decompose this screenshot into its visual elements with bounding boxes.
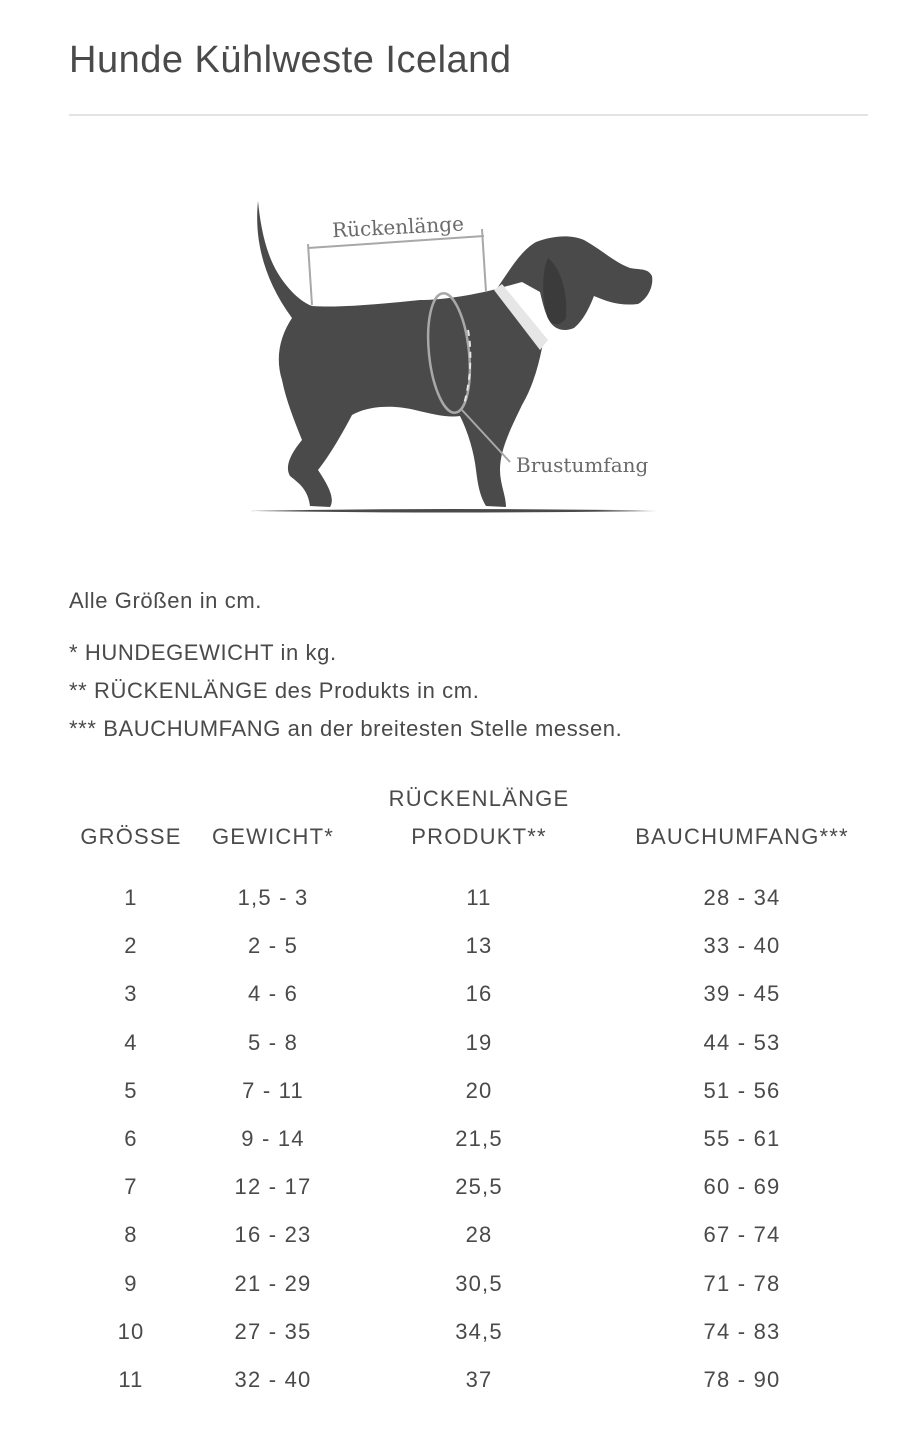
- cell-belly: 28 - 34: [703, 885, 781, 911]
- header-size: GRÖSSE: [80, 824, 182, 849]
- cell-belly: 60 - 69: [703, 1174, 781, 1200]
- dog-measurement-illustration: [240, 190, 670, 520]
- cell-weight: 5 - 8: [247, 1029, 299, 1055]
- cell-length: 13: [465, 933, 493, 959]
- size-notes: [69, 582, 622, 748]
- size-table: [60, 780, 870, 1404]
- cell-weight: 2 - 5: [247, 933, 299, 959]
- table-row: [60, 1260, 870, 1308]
- back-length-label: Rückenlänge: [331, 211, 465, 243]
- cell-belly: 55 - 61: [703, 1126, 781, 1152]
- table-row: [60, 1163, 870, 1211]
- ground-line: [250, 509, 657, 513]
- table-row: [60, 1115, 870, 1163]
- header-back-length-line1: RÜCKENLÄNGE: [388, 786, 570, 811]
- cell-size: 9: [124, 1270, 138, 1296]
- header-back-length-line2: PRODUKT**: [411, 824, 547, 849]
- cell-length: 28: [465, 1222, 493, 1248]
- length-note: ** RÜCKENLÄNGE des Produkts in cm.: [69, 678, 480, 703]
- cell-size: 7: [124, 1174, 138, 1200]
- cell-belly: 39 - 45: [703, 981, 781, 1007]
- table-row: [60, 874, 870, 922]
- cell-size: 1: [124, 885, 138, 911]
- cell-length: 30,5: [455, 1270, 503, 1296]
- cell-belly: 33 - 40: [703, 933, 781, 959]
- table-header-row: [60, 780, 870, 874]
- header-weight: GEWICHT*: [211, 824, 335, 849]
- cell-size: 3: [124, 981, 138, 1007]
- table-row: [60, 1211, 870, 1259]
- table-row: [60, 1067, 870, 1115]
- page-title: Hunde Kühlweste Iceland: [69, 39, 512, 81]
- header-back-length: [344, 780, 614, 874]
- cell-size: 2: [124, 933, 138, 959]
- cell-length: 16: [465, 981, 493, 1007]
- table-row: [60, 922, 870, 970]
- cell-belly: 44 - 53: [703, 1029, 781, 1055]
- cell-weight: 12 - 17: [234, 1174, 312, 1200]
- title-divider: [69, 114, 868, 116]
- table-row: [60, 1356, 870, 1404]
- table-row: [60, 970, 870, 1018]
- table-row: [60, 1019, 870, 1067]
- cell-length: 19: [465, 1029, 493, 1055]
- cell-weight: 1,5 - 3: [237, 885, 309, 911]
- cell-length: 25,5: [455, 1174, 503, 1200]
- header-belly: BAUCHUMFANG***: [635, 824, 849, 849]
- cell-weight: 9 - 14: [241, 1126, 305, 1152]
- table-row: [60, 1308, 870, 1356]
- cell-weight: 21 - 29: [234, 1270, 312, 1296]
- cell-belly: 78 - 90: [703, 1366, 781, 1392]
- cell-belly: 51 - 56: [703, 1077, 781, 1103]
- cell-size: 8: [124, 1222, 138, 1248]
- cell-belly: 74 - 83: [703, 1318, 781, 1344]
- cell-weight: 32 - 40: [234, 1366, 312, 1392]
- chest-label: Brustumfang: [516, 453, 649, 477]
- cell-length: 11: [466, 885, 492, 911]
- cell-size: 10: [117, 1318, 145, 1344]
- cell-length: 21,5: [455, 1126, 503, 1152]
- cell-belly: 67 - 74: [703, 1222, 781, 1248]
- cell-length: 34,5: [455, 1318, 503, 1344]
- belly-note: *** BAUCHUMFANG an der breitesten Stelle messen.: [69, 716, 623, 741]
- units-note: Alle Größen in cm.: [69, 588, 262, 613]
- cell-size: 4: [124, 1029, 138, 1055]
- cell-weight: 7 - 11: [242, 1077, 304, 1103]
- cell-belly: 71 - 78: [703, 1270, 781, 1296]
- cell-length: 37: [465, 1366, 493, 1392]
- cell-size: 5: [124, 1077, 138, 1103]
- cell-weight: 4 - 6: [247, 981, 299, 1007]
- cell-size: 11: [118, 1366, 144, 1392]
- weight-note: * HUNDEGEWICHT in kg.: [69, 640, 337, 665]
- cell-length: 20: [465, 1077, 493, 1103]
- cell-weight: 16 - 23: [234, 1222, 312, 1248]
- cell-size: 6: [124, 1126, 138, 1152]
- cell-weight: 27 - 35: [234, 1318, 312, 1344]
